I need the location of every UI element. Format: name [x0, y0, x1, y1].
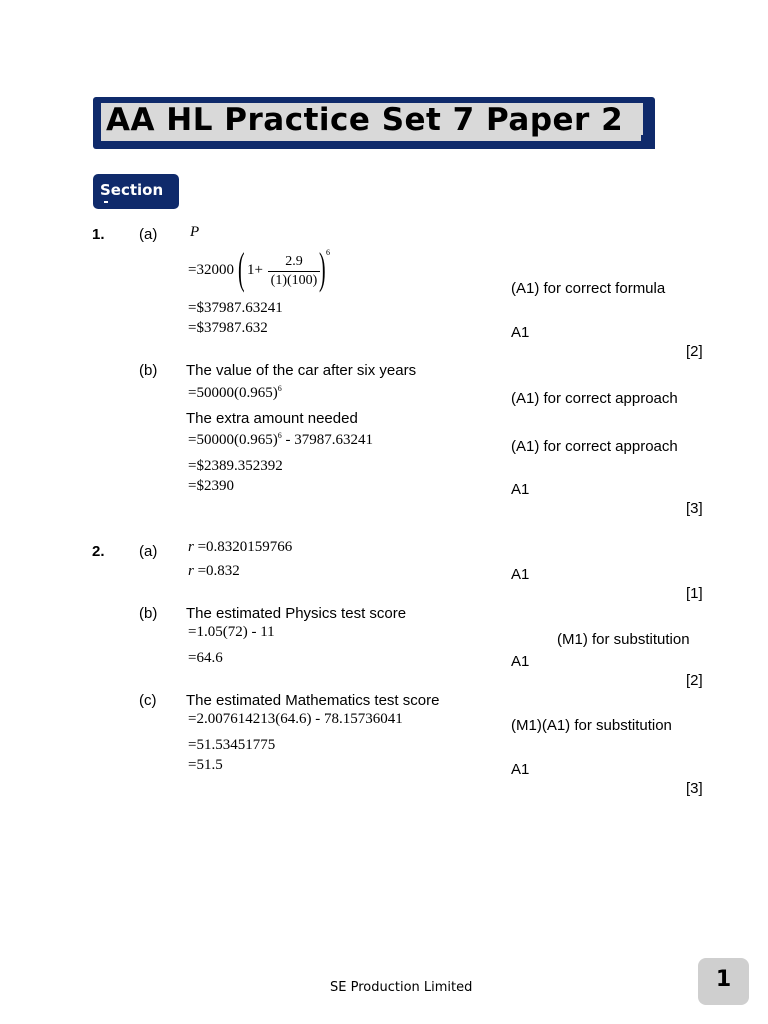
- q2b-note-2: A1: [511, 653, 530, 670]
- q2a-line1: [188, 539, 292, 556]
- q2c-text-1: The estimated Mathematics test score: [186, 692, 440, 709]
- q1b-note-3: A1: [511, 481, 530, 498]
- q1b-text-2: The extra amount needed: [186, 410, 358, 427]
- section-badge-dot: [104, 201, 108, 203]
- q2b-text-1: The estimated Physics test score: [186, 605, 407, 622]
- q2a-line2: [188, 563, 240, 580]
- q1-part-a-label: (a): [139, 226, 158, 243]
- q1a-variable: P: [190, 224, 200, 240]
- q1a-exponent: 6: [326, 248, 330, 257]
- q1b-text-1: The value of the car after six years: [186, 362, 417, 379]
- q1a-line1-prefix: =32000: [188, 262, 234, 278]
- q1b-note-2: (A1) for correct approach: [511, 438, 678, 455]
- footer-text: SE Production Limited: [330, 980, 473, 995]
- q2b-line1: =1.05(72) - 11: [188, 624, 275, 640]
- q1b-marks: [3]: [686, 500, 703, 517]
- q1a-line2: =$37987.63241: [188, 300, 283, 316]
- q1a-fraction-numerator: 2.9: [268, 254, 320, 272]
- q1b-line4: =$2390: [188, 478, 234, 494]
- q1a-line1-inner: 1+: [247, 262, 263, 278]
- q2c-line3: =51.5: [188, 757, 223, 773]
- q2b-marks: [2]: [686, 672, 703, 689]
- q2b-line2: =64.6: [188, 650, 223, 666]
- q1a-marks: [2]: [686, 343, 703, 360]
- q1-part-b-label: (b): [139, 362, 158, 379]
- q1b-line1: [188, 384, 282, 402]
- q2-part-a-label: (a): [139, 543, 158, 560]
- q2c-line1: =2.007614213(64.6) - 78.15736041: [188, 711, 403, 727]
- q2a-line2-value: =0.832: [193, 563, 240, 579]
- q1a-left-paren: (: [238, 244, 245, 293]
- q1a-right-paren: ): [319, 244, 326, 293]
- section-label: Section: [100, 181, 164, 199]
- q1b-note-1: (A1) for correct approach: [511, 390, 678, 407]
- q2-part-b-label: (b): [139, 605, 158, 622]
- question-2-number: 2.: [92, 543, 105, 560]
- q2a-note-1: A1: [511, 566, 530, 583]
- q1b-line1-base: =50000(0.965): [188, 385, 278, 401]
- q1b-line2-base: =50000(0.965): [188, 432, 278, 448]
- q1a-fraction: [268, 254, 320, 289]
- q2c-note-2: A1: [511, 761, 530, 778]
- q1b-line1-exponent: 6: [277, 384, 282, 393]
- page-title: AA HL Practice Set 7 Paper 2: [106, 102, 624, 138]
- q1a-note-2: A1: [511, 324, 530, 341]
- q1a-fraction-denominator: (1)(100): [270, 273, 318, 288]
- q1a-note-1: (A1) for correct formula: [511, 280, 666, 297]
- q1b-line3: =$2389.352392: [188, 458, 283, 474]
- q2a-marks: [1]: [686, 585, 703, 602]
- q2a-line2-var: r: [188, 563, 194, 579]
- page-number: 1: [715, 967, 732, 992]
- q1b-line2: [188, 431, 373, 449]
- q2-part-c-label: (c): [139, 692, 157, 709]
- q2c-marks: [3]: [686, 780, 703, 797]
- question-1-number: 1.: [92, 226, 105, 243]
- title-banner-corner: [641, 135, 655, 149]
- q2a-line1-value: =0.8320159766: [193, 539, 293, 555]
- q2a-line1-var: r: [188, 539, 194, 555]
- q2c-line2: =51.53451775: [188, 737, 276, 753]
- q1b-line2-rest: - 37987.63241: [281, 432, 373, 448]
- q1a-line3: =$37987.632: [188, 320, 268, 336]
- q1b-line2-exponent: 6: [277, 431, 282, 440]
- q2c-note-1: (M1)(A1) for substitution: [511, 717, 672, 734]
- q2b-note-1: (M1) for substitution: [557, 631, 690, 648]
